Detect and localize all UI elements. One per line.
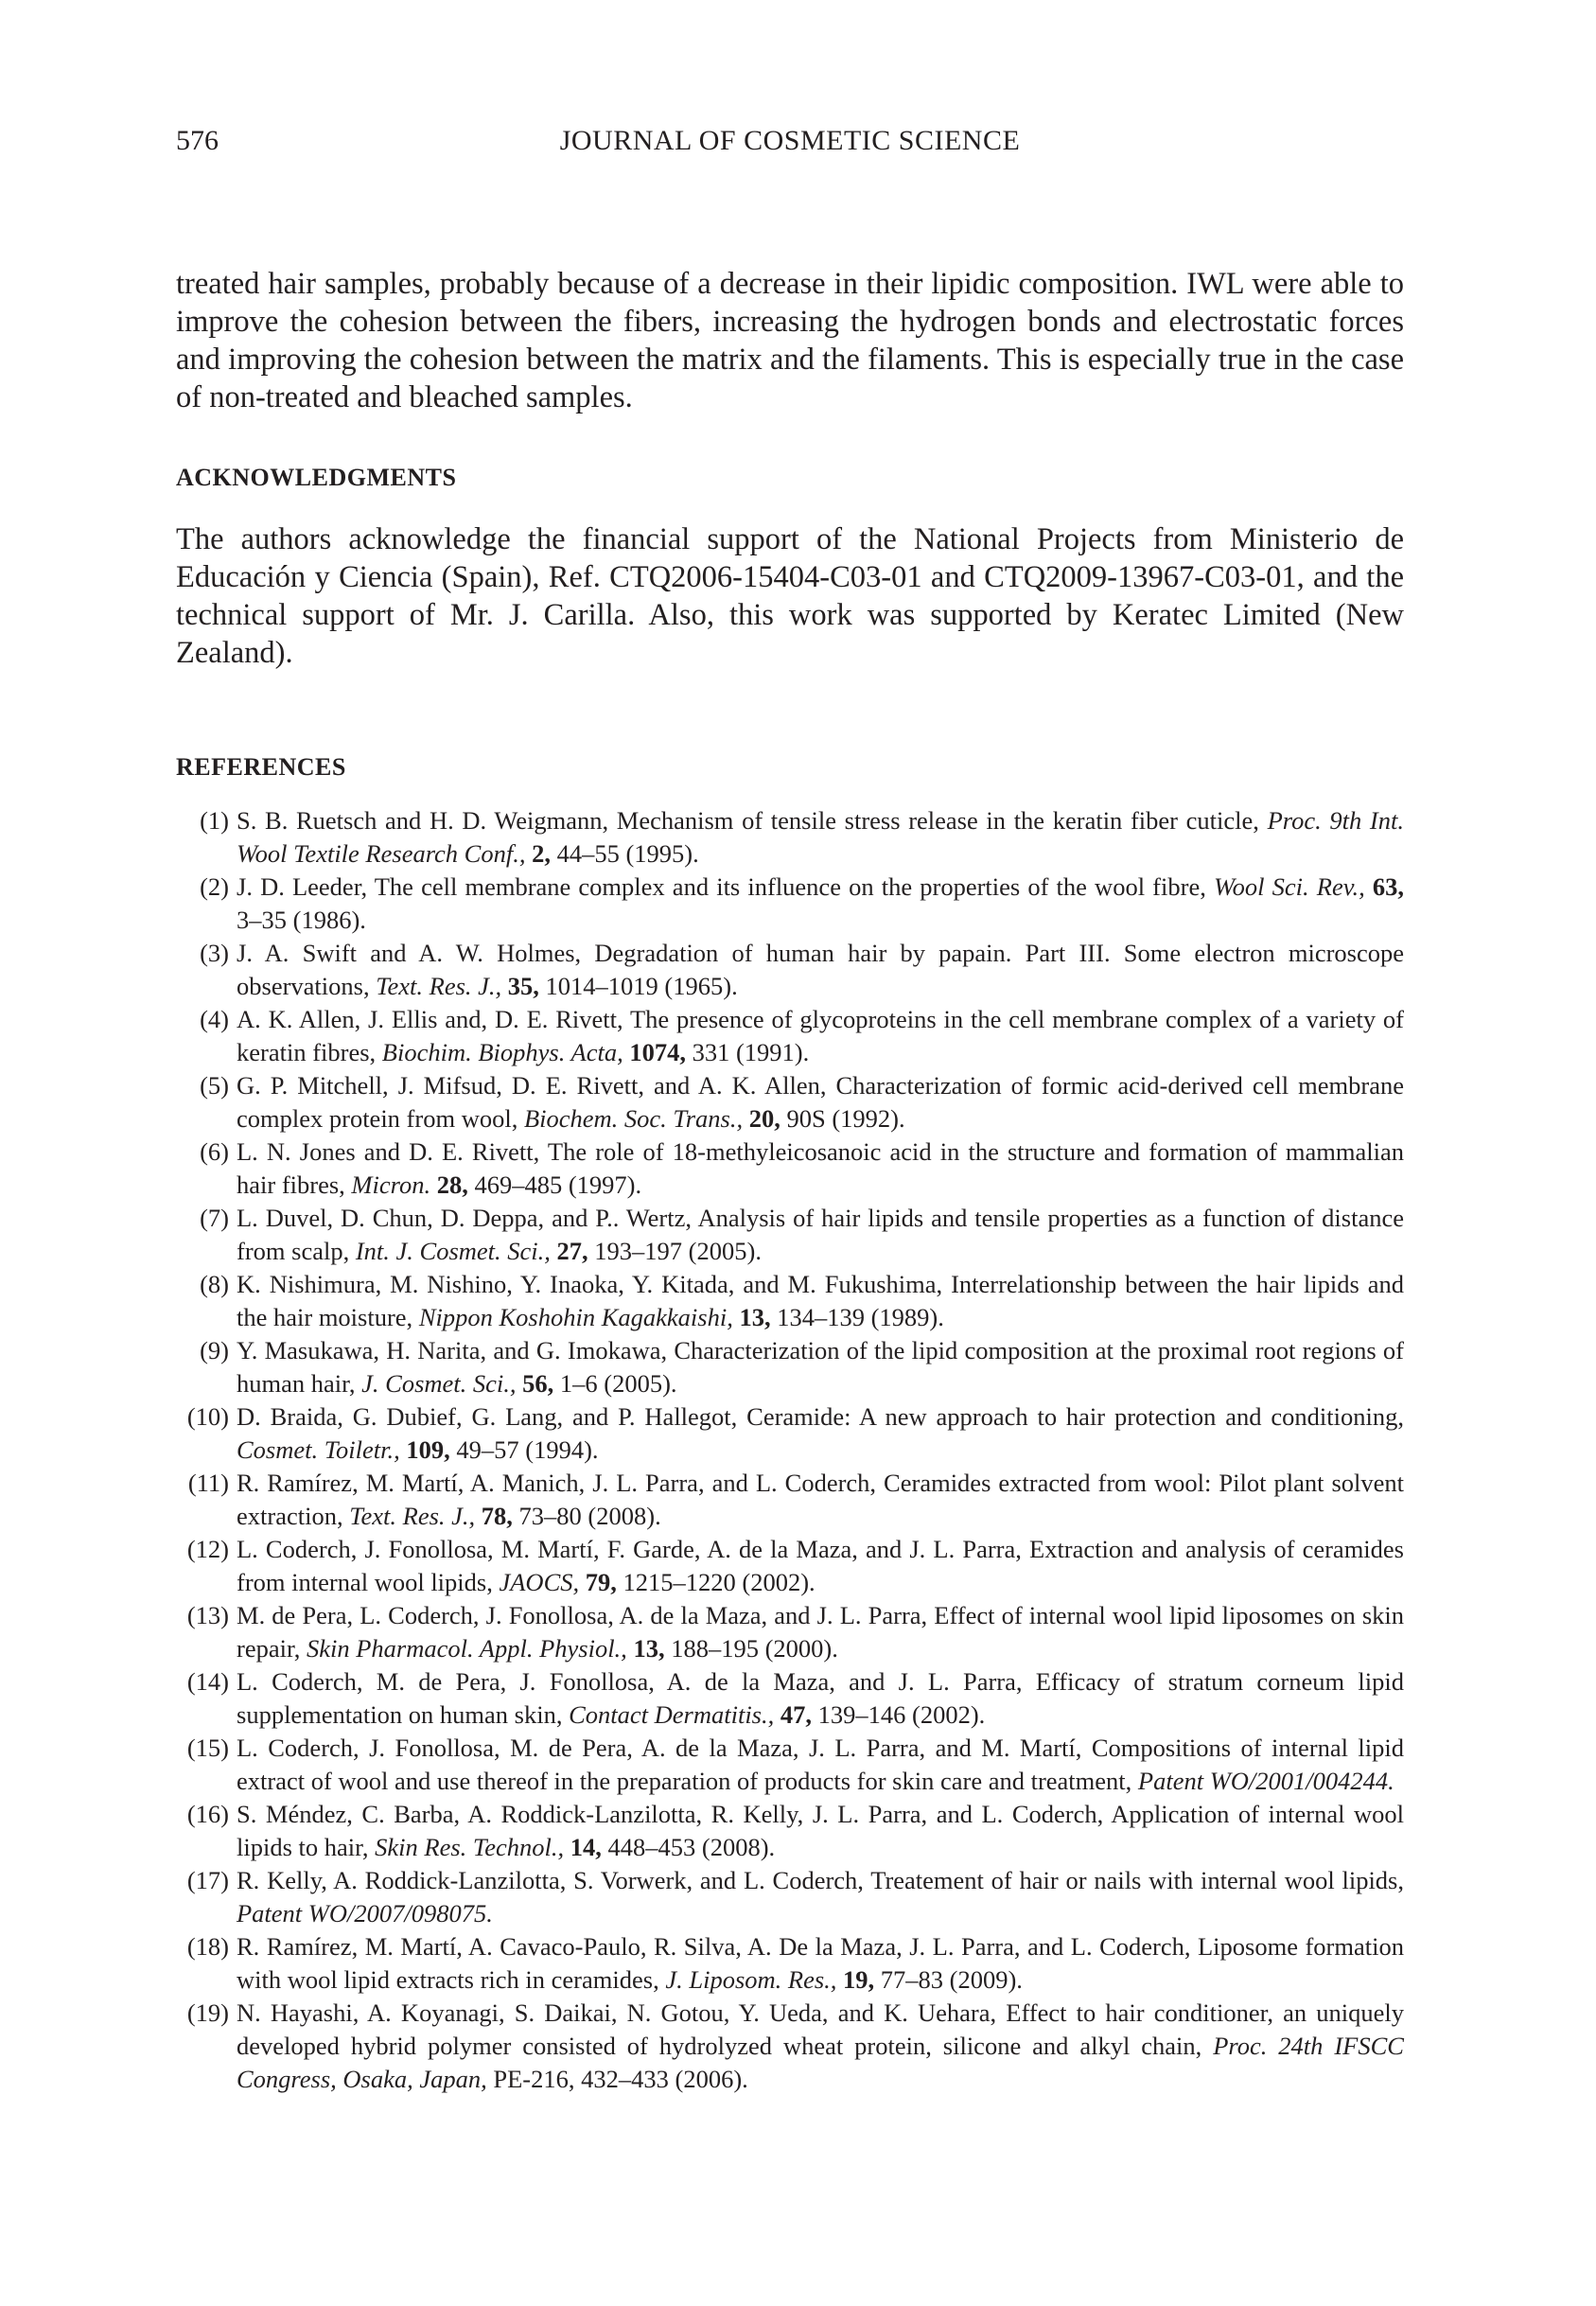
reference-authors-title: J. A. Swift and A. W. Holmes, Degradation of human hair by papain. Part III. Some electron microscope observations, xyxy=(237,939,1404,1000)
reference-journal: Proc. 24th IFSCC Congress, Osaka, Japan, xyxy=(237,2032,1404,2093)
reference-item xyxy=(176,1533,1404,1599)
reference-authors-title: A. K. Allen, J. Ellis and, D. E. Rivett, The presence of glycoproteins in the cell membrane complex of a variety of keratin fibres, xyxy=(237,1005,1404,1066)
reference-journal: Contact Dermatitis., xyxy=(569,1700,775,1729)
reference-item xyxy=(176,871,1404,937)
reference-item xyxy=(176,1798,1404,1864)
reference-pages-year: 469–485 (1997). xyxy=(467,1171,642,1199)
reference-authors-title: J. D. Leeder, The cell membrane complex and its influence on the properties of the wool fibre, xyxy=(237,872,1214,901)
reference-volume: 14, xyxy=(564,1833,602,1861)
reference-pages-year: 188–195 (2000). xyxy=(664,1634,838,1663)
reference-number: (19) xyxy=(186,1998,229,2027)
reference-number: (14) xyxy=(186,1667,229,1696)
reference-journal: J. Cosmet. Sci., xyxy=(361,1369,517,1398)
reference-pages-year: PE-216, 432–433 (2006). xyxy=(486,2065,748,2093)
reference-number: (15) xyxy=(186,1734,229,1762)
acknowledgments-heading: ACKNOWLEDGMENTS xyxy=(176,464,457,491)
reference-journal: Biochim. Biophys. Acta, xyxy=(381,1038,623,1066)
reference-authors-title: M. de Pera, L. Coderch, J. Fonollosa, A. de la Maza, and J. L. Parra, Effect of internal wool lipid liposomes on skin repair, xyxy=(237,1601,1404,1663)
reference-journal: Micron. xyxy=(351,1171,431,1199)
reference-item xyxy=(176,1467,1404,1533)
reference-volume: 78, xyxy=(475,1502,513,1530)
reference-number: (7) xyxy=(200,1204,229,1232)
reference-authors-title: R. Ramírez, M. Martí, A. Manich, J. L. Parra, and L. Coderch, Ceramides extracted from wool: Pilot plant solvent extraction, xyxy=(237,1469,1404,1530)
intro-paragraph: treated hair samples, probably because of a decrease in their lipidic composition. IWL were able to improve the cohesion between the fibers, increasing the hydrogen bonds and electrostatic forces and improving the cohesion between the matrix and the filaments. This is especially true in the case of non-treated and bleached samples. xyxy=(176,267,1404,414)
journal-title: JOURNAL OF COSMETIC SCIENCE xyxy=(559,125,1021,156)
reference-journal: Patent WO/2007/098075. xyxy=(237,1899,493,1928)
acknowledgments-text: The authors acknowledge the financial support of the National Projects from Ministerio de Educación y Ciencia (Spain), Ref. CTQ2006-15404-C03-01 and CTQ2009-13967-C03-01, and the technical support of Mr. J. Carilla. Also, this work was supported by Keratec Limited (New Zealand). xyxy=(176,522,1404,670)
reference-volume: 2, xyxy=(525,839,551,868)
reference-pages-year: 448–453 (2008). xyxy=(601,1833,776,1861)
reference-volume: 79, xyxy=(579,1568,617,1596)
reference-volume: 109, xyxy=(399,1435,450,1464)
reference-pages-year: 1014–1019 (1965). xyxy=(538,972,738,1000)
reference-pages-year: 49–57 (1994). xyxy=(449,1435,599,1464)
reference-authors-title: L. Coderch, J. Fonollosa, M. Martí, F. Garde, A. de la Maza, and J. L. Parra, Extraction and analysis of ceramides from internal wool lipids, xyxy=(237,1535,1404,1596)
reference-item xyxy=(176,1268,1404,1334)
reference-pages-year: 90S (1992). xyxy=(780,1104,905,1133)
reference-pages-year: 77–83 (2009). xyxy=(874,1965,1023,1994)
reference-volume: 56, xyxy=(516,1369,554,1398)
reference-authors-title: R. Ramírez, M. Martí, A. Cavaco-Paulo, R. Silva, A. De la Maza, J. L. Parra, and L. Coderch, Liposome formation with wool lipid extracts rich in ceramides, xyxy=(237,1932,1404,1994)
reference-item xyxy=(176,1202,1404,1268)
reference-authors-title: K. Nishimura, M. Nishino, Y. Inaoka, Y. Kitada, and M. Fukushima, Interrelationship between the hair lipids and the hair moisture, xyxy=(237,1270,1404,1331)
reference-number: (1) xyxy=(200,806,229,835)
reference-pages-year: 134–139 (1989). xyxy=(770,1303,944,1331)
reference-number: (11) xyxy=(187,1469,229,1497)
reference-number: (12) xyxy=(186,1535,229,1563)
reference-number: (8) xyxy=(200,1270,229,1298)
reference-journal: Skin Pharmacol. Appl. Physiol., xyxy=(306,1634,627,1663)
reference-authors-title: L. Duvel, D. Chun, D. Deppa, and P.. Wertz, Analysis of hair lipids and tensile properties as a function of distance from scalp, xyxy=(237,1204,1404,1265)
reference-number: (10) xyxy=(186,1402,229,1431)
references-heading: REFERENCES xyxy=(176,753,346,781)
page-number: 576 xyxy=(176,125,219,156)
reference-volume: 13, xyxy=(626,1634,665,1663)
reference-pages-year: 331 (1991). xyxy=(685,1038,810,1066)
reference-pages-year: 1215–1220 (2002). xyxy=(616,1568,816,1596)
reference-authors-title: Y. Masukawa, H. Narita, and G. Imokawa, Characterization of the lipid composition at the proximal root regions of human hair, xyxy=(237,1336,1404,1398)
reference-item xyxy=(176,1732,1404,1798)
reference-journal: Nippon Koshohin Kagakkaishi, xyxy=(418,1303,733,1331)
reference-pages-year: 1–6 (2005). xyxy=(553,1369,677,1398)
reference-authors-title: N. Hayashi, A. Koyanagi, S. Daikai, N. Gotou, Y. Ueda, and K. Uehara, Effect to hair conditioner, an uniquely developed hybrid polymer consisted of hydrolyzed wheat protein, silicone and alkyl chain, xyxy=(237,1998,1404,2060)
reference-journal: Int. J. Cosmet. Sci., xyxy=(355,1237,551,1265)
reference-journal: JAOCS, xyxy=(499,1568,580,1596)
reference-journal: Text. Res. J., xyxy=(349,1502,476,1530)
reference-item xyxy=(176,1930,1404,1997)
reference-authors-title: D. Braida, G. Dubief, G. Lang, and P. Hallegot, Ceramide: A new approach to hair protection and conditioning, xyxy=(237,1402,1404,1431)
reference-item xyxy=(176,1334,1404,1400)
reference-item xyxy=(176,937,1404,1003)
reference-item xyxy=(176,1997,1404,2096)
reference-number: (16) xyxy=(186,1800,229,1828)
reference-authors-title: R. Kelly, A. Roddick-Lanzilotta, S. Vorwerk, and L. Coderch, Treatement of hair or nails with internal wool lipids, xyxy=(237,1866,1404,1894)
reference-volume: 28, xyxy=(430,1171,468,1199)
reference-number: (17) xyxy=(186,1866,229,1894)
reference-number: (18) xyxy=(186,1932,229,1961)
reference-item xyxy=(176,1069,1404,1135)
reference-volume: 63, xyxy=(1364,872,1405,901)
reference-journal: Text. Res. J., xyxy=(376,972,502,1000)
reference-number: (6) xyxy=(200,1137,229,1166)
reference-item xyxy=(176,1665,1404,1732)
reference-authors-title: L. Coderch, J. Fonollosa, M. de Pera, A. de la Maza, J. L. Parra, and M. Martí, Compositions of internal lipid extract of wool and use thereof in the preparation of products for skin care and treatment, xyxy=(237,1734,1404,1795)
reference-pages-year: 3–35 (1986). xyxy=(237,906,366,934)
running-header xyxy=(176,125,1404,163)
reference-pages-year: 193–197 (2005). xyxy=(588,1237,762,1265)
reference-journal: Patent WO/2001/004244. xyxy=(1137,1767,1394,1795)
reference-number: (13) xyxy=(186,1601,229,1629)
reference-volume: 27, xyxy=(550,1237,588,1265)
reference-volume: 13, xyxy=(732,1303,771,1331)
reference-list xyxy=(176,804,1404,2096)
reference-journal: Wool Sci. Rev., xyxy=(1213,872,1365,901)
reference-authors-title: G. P. Mitchell, J. Mifsud, D. E. Rivett, and A. K. Allen, Characterization of formic acid-derived cell membrane complex protein from wool, xyxy=(237,1071,1404,1133)
reference-item xyxy=(176,1135,1404,1202)
reference-authors-title: L. N. Jones and D. E. Rivett, The role of 18-methyleicosanoic acid in the structure and formation of mammalian hair fibres, xyxy=(237,1137,1404,1199)
reference-number: (5) xyxy=(200,1071,229,1100)
reference-volume: 20, xyxy=(743,1104,780,1133)
reference-pages-year: 73–80 (2008). xyxy=(512,1502,661,1530)
reference-number: (4) xyxy=(200,1005,229,1033)
reference-number: (3) xyxy=(200,939,229,967)
reference-journal: Skin Res. Technol., xyxy=(375,1833,565,1861)
reference-volume: 1074, xyxy=(623,1038,686,1066)
reference-authors-title: S. B. Ruetsch and H. D. Weigmann, Mechanism of tensile stress release in the keratin fiber cuticle, xyxy=(237,806,1268,835)
reference-item xyxy=(176,1864,1404,1930)
reference-item xyxy=(176,1400,1404,1467)
reference-journal: Biochem. Soc. Trans., xyxy=(523,1104,744,1133)
reference-volume: 47, xyxy=(774,1700,812,1729)
reference-item xyxy=(176,1599,1404,1665)
reference-journal: Cosmet. Toiletr., xyxy=(237,1435,400,1464)
reference-item xyxy=(176,1003,1404,1069)
reference-volume: 35, xyxy=(501,972,539,1000)
reference-number: (2) xyxy=(200,872,229,901)
reference-pages-year: 139–146 (2002). xyxy=(812,1700,986,1729)
reference-pages-year: 44–55 (1995). xyxy=(550,839,699,868)
reference-item xyxy=(176,804,1404,871)
reference-journal: Proc. 9th Int. Wool Textile Research Conf., xyxy=(237,806,1404,868)
reference-authors-title: L. Coderch, M. de Pera, J. Fonollosa, A. de la Maza, and J. L. Parra, Efficacy of stratum corneum lipid supplementation on human skin, xyxy=(237,1667,1404,1729)
reference-volume: 19, xyxy=(836,1965,875,1994)
reference-number: (9) xyxy=(200,1336,229,1364)
reference-journal: J. Liposom. Res., xyxy=(665,1965,837,1994)
reference-authors-title: S. Méndez, C. Barba, A. Roddick-Lanzilotta, R. Kelly, J. L. Parra, and L. Coderch, Application of internal wool lipids to hair, xyxy=(237,1800,1404,1861)
